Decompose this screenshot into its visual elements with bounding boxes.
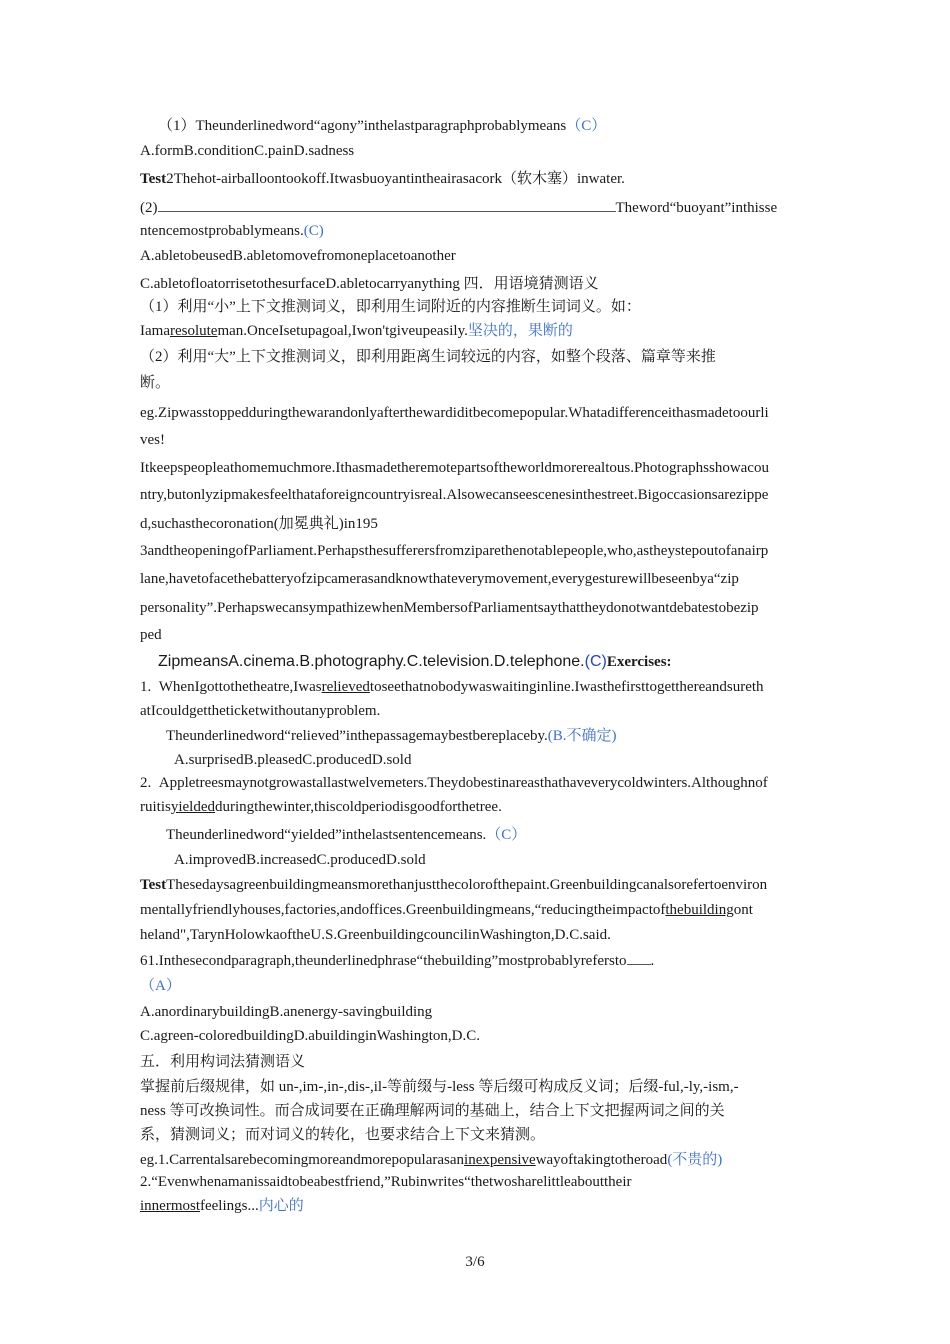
answer-blank (158, 197, 616, 212)
underlined-word: inexpensive (464, 1152, 536, 1168)
eg2-meaning: 内心的 (258, 1198, 304, 1214)
q2-line2 (140, 221, 324, 241)
underlined-word: relieved (321, 679, 370, 695)
eg-question: ZipmeansA.cinema.B.photography.C.television.D.telephone. (158, 653, 585, 670)
ex1-answer: (B.不确定) (547, 728, 617, 744)
ex1-line2: atIcouldgettheticketwithoutanyproblem. (140, 703, 381, 719)
ex2-line2 (140, 797, 502, 817)
ex1-options: A.surprisedB.pleasedC.producedD.sold (174, 752, 412, 768)
test3-options2: C.agreen-coloredbuildingD.abuildinginWashington,D.C. (140, 1028, 480, 1044)
example-pre: Iama (140, 323, 170, 339)
q2-rest: Theword“buoyant”inthisse (615, 200, 778, 216)
section4-title: 四．用语境猜测语义 (463, 276, 599, 292)
ex1-number: 1. (140, 679, 152, 695)
sec5-p1: 掌握前后缀规律，如 un-,im-,in-,dis-,il-等前缀与-less 等后缀可构成反义词；后缀-ful,-ly,-ism,- (140, 1079, 739, 1095)
answer-blank (627, 950, 651, 965)
eg-question-line (158, 652, 672, 672)
ex1-pre: WhenIgottothetheatre,Iwas (158, 679, 322, 695)
eg-line-8: personality”.PerhapswecansympathizewhenMembersofParliamentsaythattheydonotwantdebatestobezip (140, 600, 759, 616)
underlined-phrase: thebuilding (665, 902, 734, 918)
ex2-question: Theunderlinedword“yielded”inthelastsentencemeans. (166, 827, 487, 843)
test3-answer: （A） (140, 978, 181, 994)
ex2-options: A.improvedB.increasedC.producedD.sold (174, 852, 426, 868)
underlined-word: innermost (140, 1198, 200, 1214)
eg-line-5: d,suchasthecoronation(加冕典礼)in195 (140, 516, 378, 532)
sec4-example (140, 321, 573, 341)
eg1-pre: eg.1.Carrentalsarebecomingmoreandmorepopularasan (140, 1152, 465, 1168)
sec5-eg1 (140, 1150, 722, 1170)
ex1-question-line (166, 726, 617, 746)
ex2-line1-text: Appletreesmaynotgrowastallastwelvemeters.Theydobestinareasthathaveverycoldwinters.Althoughnof (158, 775, 768, 791)
underlined-word: resolute (169, 323, 218, 339)
question-end: . (650, 953, 655, 969)
q1-stem: （1）Theunderlinedword“agony”inthelastparagraphprobablymeans (158, 118, 567, 134)
test-label: Test (140, 877, 167, 893)
ex2-number: 2. (140, 775, 152, 791)
sec4-p2a: （2）利用“大”上下文推测词义，即利用距离生词较远的内容，如整个段落、篇章等来推 (140, 349, 716, 365)
eg1-meaning: (不贵的) (667, 1152, 723, 1168)
exercises-label: Exercises: (606, 654, 672, 670)
test3-line1 (140, 875, 767, 895)
ex2-answer: （C） (486, 827, 527, 843)
underlined-word: yielded (170, 799, 215, 815)
test3-line3: heland",TarynHolowkaoftheU.S.GreenbuildingcouncilinWashington,D.C.said. (140, 927, 611, 943)
eg-line-7: lane,havetofacethebatteryofzipcamerasandknowthateverymovement,everygesturewillbeseenbya“zip (140, 571, 739, 587)
section5-title: 五．利用构词法猜测语义 (140, 1054, 306, 1070)
test2-text: 2Thehot-airballoontookoff.Itwasbuoyantintheairasacork（软木塞）inwater. (166, 171, 625, 187)
test2-line (140, 169, 625, 189)
sec5-eg2-line2 (140, 1196, 304, 1216)
eg-line-6: 3andtheopeningofParliament.Perhapsthesufferersfromziparethenotablepeople,who,astheystepoutofanairp (140, 543, 769, 559)
eg-answer: (C) (584, 653, 607, 670)
test3-question-line (140, 950, 654, 971)
q2-prefix: (2) (140, 200, 158, 216)
sec4-p2b: 断。 (140, 375, 171, 391)
q1-answer: （C） (566, 118, 607, 134)
ex2-line1 (140, 773, 768, 793)
q2-options2-line (140, 274, 599, 294)
eg-line-9: ped (140, 627, 162, 643)
eg-line-3: Itkeepspeopleathomemuchmore.Ithasmadetheremotepartsoftheworldmorerealtous.Photographsshowacou (140, 460, 769, 476)
ex1-post: toseethatnobodywaswaitinginline.Iwasthefirsttogetthereandsureth (369, 679, 764, 695)
q2-options2: C.abletofloatorrisetothesurfaceD.abletocarryanything (140, 276, 460, 292)
test3-pre: mentallyfriendlyhouses,factories,andoffices.Greenbuildingmeans,“reducingtheimpactof (140, 902, 666, 918)
test-label: Test (140, 171, 167, 187)
q1-options: A.formB.conditionC.painD.sadness (140, 143, 355, 159)
ex2-question-line (166, 825, 526, 845)
ex1-question: Theunderlinedword“relieved”inthepassagemaybestbereplaceby. (166, 728, 548, 744)
ex1-line1 (140, 677, 764, 697)
sec5-p2: ness 等可改换词性。而合成词要在正确理解两词的基础上，结合上下文把握两词之间的关 (140, 1103, 725, 1119)
eg-line-1: eg.Zipwasstoppedduringthewarandonlyafterthewardiditbecomepopular.Whatadifferenceithasmadetoourli (140, 405, 769, 421)
q2-options1: A.abletobeusedB.abletomovefromoneplacetoanother (140, 248, 456, 264)
q2-answer: (C) (303, 223, 324, 239)
sec5-p3: 系，猜测词义；而对词义的转化，也要求结合上下文来猜测。 (140, 1127, 546, 1143)
eg-line-4: ntry,butonlyzipmakesfeelthataforeigncountryisreal.Alsowecanseescenesinthestreet.Bigoccasionsarezippe (140, 487, 769, 503)
sec5-eg2-line1: 2.“Evenwhenamanissaidtobeabestfriend,”Rubinwrites“thetwosharelittleabouttheir (140, 1174, 632, 1190)
example-post: man.OnceIsetupagoal,Iwon'tgiveupeasily. (217, 323, 468, 339)
test3-line1-text: Thesedaysagreenbuildingmeansmorethanjustthecolorofthepaint.Greenbuildingcanalsorefertoenviron (166, 877, 768, 893)
eg-line-2: ves! (140, 432, 165, 448)
q2-line2-text: ntencemostprobablymeans. (140, 223, 304, 239)
test3-post: ont (733, 902, 753, 918)
q2-line (140, 197, 777, 218)
eg1-post: wayoftakingtotheroad (535, 1152, 668, 1168)
ex2-pre: ruitis (140, 799, 171, 815)
page-number: 3/6 (465, 1254, 485, 1270)
test3-line2 (140, 900, 753, 920)
sec4-p1: （1）利用“小”上下文推测词义，即利用生词附近的内容推断生词词义。如： (140, 299, 641, 315)
example-meaning: 坚决的，果断的 (467, 323, 573, 339)
eg2-post: feelings... (200, 1198, 259, 1214)
test3-question: 61.Inthesecondparagraph,theunderlinedphrase“thebuilding”mostprobablyrefersto (140, 953, 627, 969)
q1-line (158, 116, 606, 136)
ex2-post: duringthewinter,thiscoldperiodisgoodforthetree. (215, 799, 502, 815)
test3-options1: A.anordinarybuildingB.anenergy-savingbuilding (140, 1004, 433, 1020)
